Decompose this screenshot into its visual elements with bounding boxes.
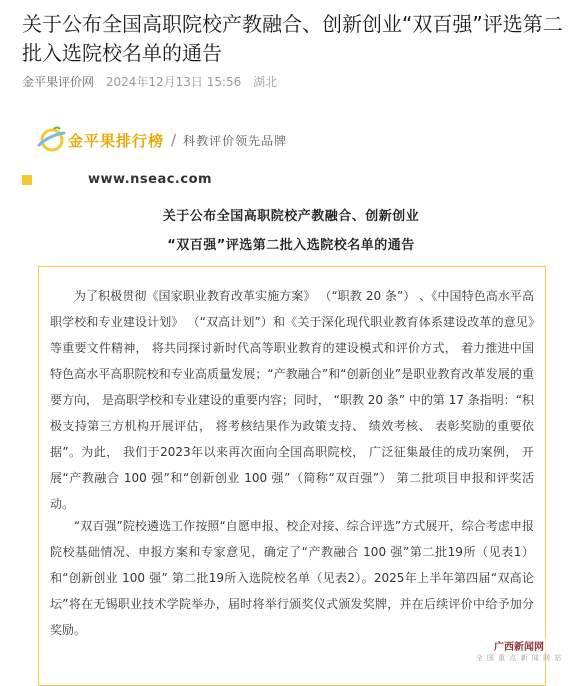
brand-divider: /	[171, 131, 177, 149]
watermark-sub: 全 国 重 点 新 闻 网 站	[475, 653, 563, 662]
website-url: www.nseac.com	[88, 172, 213, 187]
article-meta	[22, 73, 285, 90]
brand-banner	[36, 124, 287, 156]
watermark	[460, 637, 578, 663]
article-source[interactable]: 金平果评价网	[22, 75, 95, 89]
accent-square	[22, 175, 32, 185]
brand-name: 金平果排行榜	[68, 131, 165, 150]
article-headline: 关于公布全国高职院校产教融合、创新创业“双百强”评选第二批入选院校名单的通告	[22, 12, 563, 65]
brand-tagline: 科教评价领先品牌	[183, 133, 288, 148]
document-paragraph-2: “双百强”院校遴选工作按照“自愿申报、校企对接、综合评选”方式展开，综合考虑申报院校基础情况、申报方案和专家意见，确定了“产教融合 100 强”第二批19所（见表1）和“创新创业 100 强” 第二批19所入选院校名单（见表2）。2025年上半年第四届“双高论坛”将在无锡职业技术学院举办，届时将举行颁奖仪式颁发奖牌，并在后续评价中给予加分奖励。	[50, 519, 534, 637]
article-location: 湖北	[253, 75, 278, 89]
document-paragraph-1: 为了积极贯彻《国家职业教育改革实施方案》 （“职教 20 条”） 、《中国特色高水平高职学校和专业建设计划》 （“双高计划”）和《关于深化现代职业教育体系建设改革的意见》等重要文件精神， 将共同探讨新时代高等职业教育的建设模式和评价方式， 着力推进中国特色高水平高职院校和专业高质量发展；“产教融合”和“创新创业”是职业教育改革发展的重要方向， 是高职学校和专业建设的重要内容；同时， “职教 20 条” 中的第 17 条指明：“积极支持第三方机构开展评估， 将考核结果作为政策支持、 绩效考核、 表彰奖励的重要依据”。为此， 我们于2023年以来再次面向全国高职院校， 广泛征集最佳的成功案例， 开展“产教融合 100 强”和“创新创业 100 强”（简称“双百强”） 第二批项目申报和评奖活动。	[50, 289, 534, 511]
website-row	[22, 172, 212, 187]
article-datetime: 2024年12月13日 15:56	[105, 75, 242, 89]
watermark-main: 广西新闻网	[491, 638, 547, 653]
document-title-line-1: 关于公布全国高职院校产教融合、创新创业	[162, 209, 420, 224]
brand-logo-icon	[36, 125, 66, 155]
document-title-line-2: “双百强”评选第二批入选院校名单的通告	[167, 238, 415, 253]
